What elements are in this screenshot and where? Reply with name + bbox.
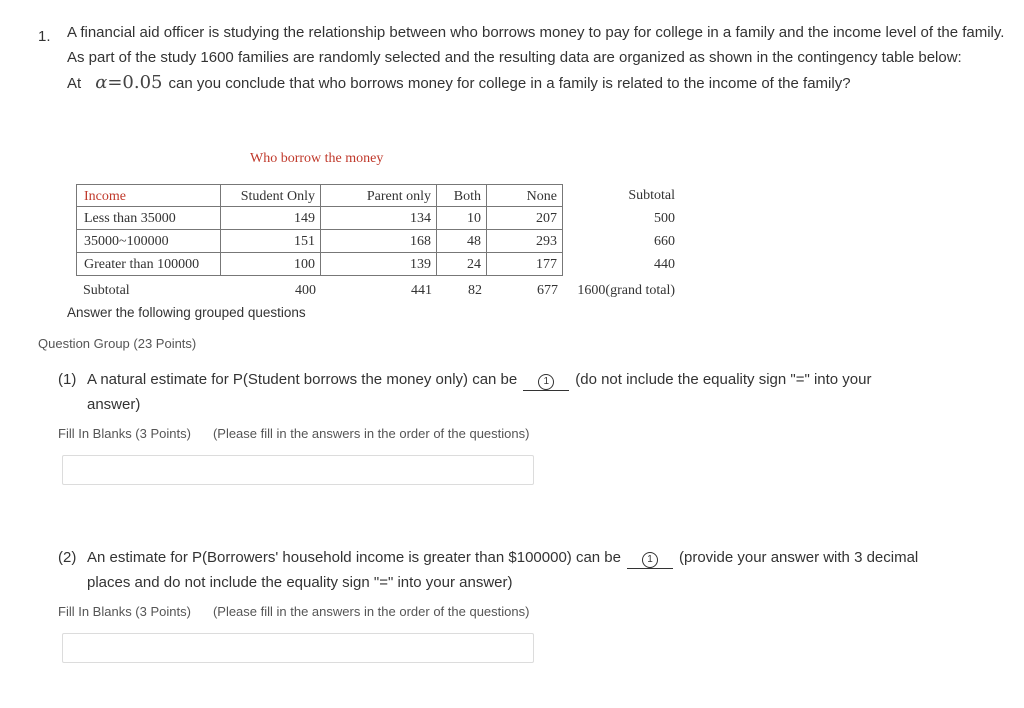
question-number: 1.	[38, 28, 51, 45]
table-subtotal-cell: 400	[295, 283, 316, 298]
sub-question-text-line2: places and do not include the equality sign "=" into your answer)	[87, 574, 513, 591]
sub-question-text-after: (do not include the equality sign "=" into your	[575, 371, 872, 388]
table-cell: 151	[220, 230, 321, 253]
sub-question-2	[58, 545, 1008, 595]
table-cell: 24	[436, 253, 487, 276]
table-header-subtotal: Subtotal	[628, 188, 675, 203]
question-text	[67, 20, 1012, 96]
table-cell-subtotal: 660	[654, 234, 675, 249]
table-header-parent-only: Parent only	[320, 184, 437, 207]
table-header-none: None	[486, 184, 563, 207]
table-grand-total: 1600(grand total)	[577, 283, 675, 298]
fill-in-blanks-label	[58, 604, 529, 619]
table-header-income: Income	[76, 184, 221, 207]
fill-hint: (Please fill in the answers in the order of the questions)	[212, 426, 530, 441]
sub-question-number: (2)	[58, 549, 77, 566]
fill-points-label: Fill In Blanks (3 Points)	[58, 426, 191, 441]
table-cell: 293	[486, 230, 563, 253]
sub-question-text: A natural estimate for P(Student borrows the money only) can be	[87, 371, 518, 388]
table-cell-subtotal: 440	[654, 257, 675, 272]
table-cell: 48	[436, 230, 487, 253]
sub-question-text-after: (provide your answer with 3 decimal	[679, 549, 919, 566]
fill-in-blanks-label	[58, 426, 529, 441]
table-row-label: 35000~100000	[76, 230, 221, 253]
fill-hint: (Please fill in the answers in the order of the questions)	[212, 604, 530, 619]
alpha-value: =0.05	[107, 72, 163, 93]
table-cell: 134	[320, 207, 437, 230]
grouped-questions-subtitle: Answer the following grouped questions	[67, 305, 306, 320]
table-header-student-only: Student Only	[220, 184, 321, 207]
table-cell: 10	[436, 207, 487, 230]
question-text-part1: A financial aid officer is studying the relationship between who borrows money to pay for college in a family and the income level of the family. As part of the study 1600 families are randomly selected and the resulting data are organized as shown in the contingency table below: At	[67, 24, 1005, 92]
table-cell: 149	[220, 207, 321, 230]
question-group-title: Question Group (23 Points)	[38, 336, 197, 351]
table-caption: Who borrow the money	[250, 151, 384, 166]
blank-marker	[523, 371, 569, 391]
table-cell: 100	[220, 253, 321, 276]
table-subtotal-cell: 677	[537, 283, 558, 298]
answer-input-1[interactable]	[62, 455, 534, 485]
circled-number-icon: 1	[538, 374, 554, 390]
blank-marker	[627, 549, 673, 569]
sub-question-number: (1)	[58, 371, 77, 388]
circled-number-icon: 1	[642, 552, 658, 568]
table-cell: 139	[320, 253, 437, 276]
table-subtotal-label: Subtotal	[83, 283, 130, 298]
question-text-part2: can you conclude that who borrows money for college in a family is related to the income of the family?	[168, 75, 851, 92]
table-header-both: Both	[436, 184, 487, 207]
table-cell-subtotal: 500	[654, 211, 675, 226]
table-subtotal-cell: 441	[411, 283, 432, 298]
answer-input-2[interactable]	[62, 633, 534, 663]
table-subtotal-cell: 82	[468, 283, 482, 298]
table-row-label: Less than 35000	[76, 207, 221, 230]
table-cell: 177	[486, 253, 563, 276]
table-cell: 168	[320, 230, 437, 253]
sub-question-text: An estimate for P(Borrowers' household income is greater than $100000) can be	[87, 549, 621, 566]
sub-question-text-line2: answer)	[87, 396, 141, 413]
table-row-label: Greater than 100000	[76, 253, 221, 276]
fill-points-label: Fill In Blanks (3 Points)	[58, 604, 191, 619]
table-cell: 207	[486, 207, 563, 230]
alpha-symbol: α=0.05	[95, 72, 163, 93]
sub-question-1	[58, 367, 1008, 417]
